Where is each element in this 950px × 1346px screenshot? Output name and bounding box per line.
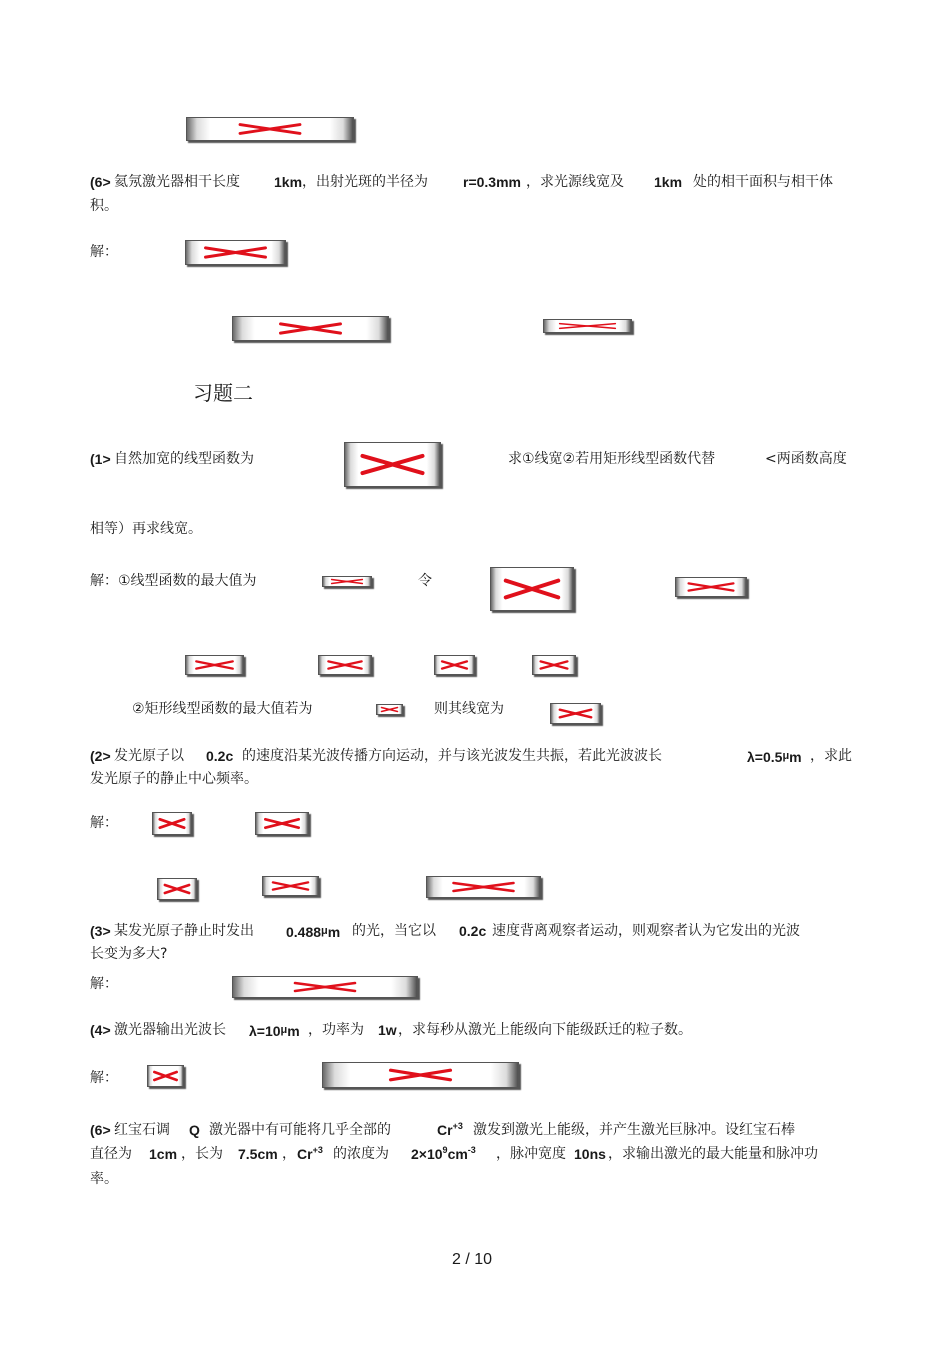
problem-text: 的光，当它以 xyxy=(352,923,436,939)
formula-image xyxy=(550,703,601,724)
problem-text: 激发到激光上能级，并产生激光巨脉冲。设红宝石棒 xyxy=(473,1122,795,1138)
formula-image xyxy=(232,316,389,341)
broken-image-x-icon xyxy=(158,879,196,899)
problem-value xyxy=(286,922,340,941)
broken-image-x-icon xyxy=(323,577,371,586)
formula-image xyxy=(157,878,197,900)
broken-image-x-icon xyxy=(676,578,746,596)
ion-symbol: Cr xyxy=(437,1122,453,1138)
problem-value: 0.2c xyxy=(459,923,487,939)
problem-text: ，脉冲宽度 xyxy=(496,1146,566,1162)
problem-value: 1km xyxy=(274,174,303,190)
problem-value: 1w xyxy=(378,1022,397,1038)
problem-value: 10ns xyxy=(574,1146,606,1162)
problem-value: r=0.3mm xyxy=(463,174,521,190)
solution-label: 解： xyxy=(90,815,118,831)
problem-value: 1cm xyxy=(149,1146,178,1162)
solution-text: 令 xyxy=(418,573,432,589)
ion-charge: +3 xyxy=(312,1145,323,1155)
unit: m xyxy=(327,924,341,940)
formula-image xyxy=(490,567,574,611)
problem-text: 发光原子的静止中心频率。 xyxy=(90,771,258,787)
page-number: 2 / 10 xyxy=(452,1251,493,1268)
micro-symbol: μ xyxy=(321,925,328,937)
problem-label: (6> xyxy=(90,174,111,190)
broken-image-x-icon xyxy=(377,705,402,714)
problem-text: 求①线宽②若用矩形线型函数代替 xyxy=(508,451,716,467)
problem-text: ，出射光斑的半径为 xyxy=(302,174,428,190)
broken-image-x-icon xyxy=(186,656,243,674)
problem-text: 的浓度为 xyxy=(333,1146,389,1162)
formula-image xyxy=(185,655,244,675)
unit: m xyxy=(287,1023,300,1039)
problem-text: ，求每秒从激光上能级向下能级跃迁的粒子数。 xyxy=(398,1022,692,1038)
formula-image xyxy=(426,876,541,898)
solution-text: ②矩形线型函数的最大值若为 xyxy=(132,701,313,717)
problem-value xyxy=(747,747,802,766)
broken-image-x-icon xyxy=(148,1066,183,1086)
broken-image-x-icon xyxy=(323,1063,518,1087)
formula-image xyxy=(152,812,192,835)
broken-image-x-icon xyxy=(186,241,285,264)
problem-label: (3> xyxy=(90,923,111,939)
formula-image xyxy=(318,655,372,675)
problem-text: 长变为多大? xyxy=(90,946,168,962)
exponent: 9 xyxy=(442,1145,448,1155)
problem-label: (2> xyxy=(90,748,111,764)
broken-image-x-icon xyxy=(153,813,191,834)
formula-image xyxy=(232,976,418,998)
ion-charge: +3 xyxy=(452,1121,463,1131)
problem-label: (6> xyxy=(90,1122,111,1138)
formula-image xyxy=(344,442,441,487)
broken-image-x-icon xyxy=(256,813,308,834)
solution-label: 解： xyxy=(90,244,118,260)
problem-value xyxy=(411,1145,476,1163)
formula-image xyxy=(322,576,372,587)
problem-text: 激光器输出光波长 xyxy=(114,1022,226,1038)
problem-text: 速度背离观察者运动，则观察者认为它发出的光波 xyxy=(492,923,800,939)
unit: m xyxy=(789,749,802,765)
concentration-value: 2×10 xyxy=(411,1146,443,1162)
broken-image-x-icon xyxy=(233,317,388,340)
formula-image xyxy=(186,117,354,141)
problem-text: ，求输出激光的最大能量和脉冲功 xyxy=(608,1146,818,1162)
broken-image-x-icon xyxy=(187,118,353,140)
unit: cm xyxy=(447,1146,468,1162)
problem-text: 直径为 xyxy=(90,1146,132,1162)
problem-text: 自然加宽的线型函数为 xyxy=(114,451,254,467)
problem-value: 1km xyxy=(654,174,683,190)
broken-image-x-icon xyxy=(427,877,540,897)
problem-text: 积。 xyxy=(90,198,118,214)
problem-text: 处的相干面积与相干体 xyxy=(693,174,833,190)
section-title: 习题二 xyxy=(193,381,253,405)
problem-value xyxy=(297,1145,323,1163)
formula-image xyxy=(532,655,576,675)
formula-image xyxy=(434,655,475,675)
solution-label: 解： xyxy=(90,976,118,992)
formula-image xyxy=(262,876,319,896)
broken-image-x-icon xyxy=(263,877,318,895)
broken-image-x-icon xyxy=(319,656,371,674)
problem-value xyxy=(249,1021,300,1040)
problem-label: (4> xyxy=(90,1022,111,1038)
broken-image-x-icon xyxy=(345,443,440,486)
problem-text: 的速度沿某光波传播方向运动，并与该光波发生共振，若此光波波长 xyxy=(242,748,662,764)
ion-symbol: Cr xyxy=(297,1146,313,1162)
problem-text: ，功率为 xyxy=(308,1022,364,1038)
solution-label: 解： xyxy=(90,1070,118,1086)
problem-text: 相等）再求线宽。 xyxy=(90,521,202,537)
problem-text: 发光原子以 xyxy=(114,748,184,764)
problem-value: 0.2c xyxy=(206,748,234,764)
solution-text: 解：①线型函数的最大值为 xyxy=(90,573,257,589)
micro-symbol: μ xyxy=(782,750,790,762)
micro-symbol: μ xyxy=(280,1024,288,1036)
formula-image xyxy=(543,319,632,333)
solution-text: 则其线宽为 xyxy=(434,701,504,717)
problem-text: 激光器中有可能将几乎全部的 xyxy=(209,1122,391,1138)
problem-text: ， xyxy=(282,1146,296,1162)
wavelength-value: 0.488 xyxy=(286,924,322,940)
formula-image xyxy=(185,240,286,265)
problem-text: 红宝石调 xyxy=(114,1122,170,1138)
problem-text: 氦氖激光器相干长度 xyxy=(114,174,240,190)
problem-text: <两函数高度 xyxy=(765,451,847,467)
formula-image xyxy=(675,577,747,597)
wavelength-value: λ=0.5 xyxy=(747,749,783,765)
broken-image-x-icon xyxy=(544,320,631,332)
broken-image-x-icon xyxy=(435,656,474,674)
problem-text: ，求此 xyxy=(810,748,852,764)
formula-image xyxy=(147,1065,184,1087)
problem-value: 7.5cm xyxy=(238,1146,278,1162)
wavelength-value: λ=10 xyxy=(249,1023,281,1039)
exponent: -3 xyxy=(467,1145,476,1155)
broken-image-x-icon xyxy=(551,704,600,723)
problem-text: 某发光原子静止时发出 xyxy=(114,923,254,939)
formula-image xyxy=(376,704,403,715)
problem-value xyxy=(437,1121,463,1139)
formula-image xyxy=(322,1062,519,1088)
problem-label: (1> xyxy=(90,451,111,467)
broken-image-x-icon xyxy=(233,977,417,997)
formula-image xyxy=(255,812,309,835)
problem-text: ，求光源线宽及 xyxy=(526,174,624,190)
problem-text: 率。 xyxy=(90,1171,118,1187)
broken-image-x-icon xyxy=(533,656,575,674)
broken-image-x-icon xyxy=(491,568,573,610)
problem-text: ，长为 xyxy=(181,1146,223,1162)
problem-value: Q xyxy=(189,1122,200,1138)
